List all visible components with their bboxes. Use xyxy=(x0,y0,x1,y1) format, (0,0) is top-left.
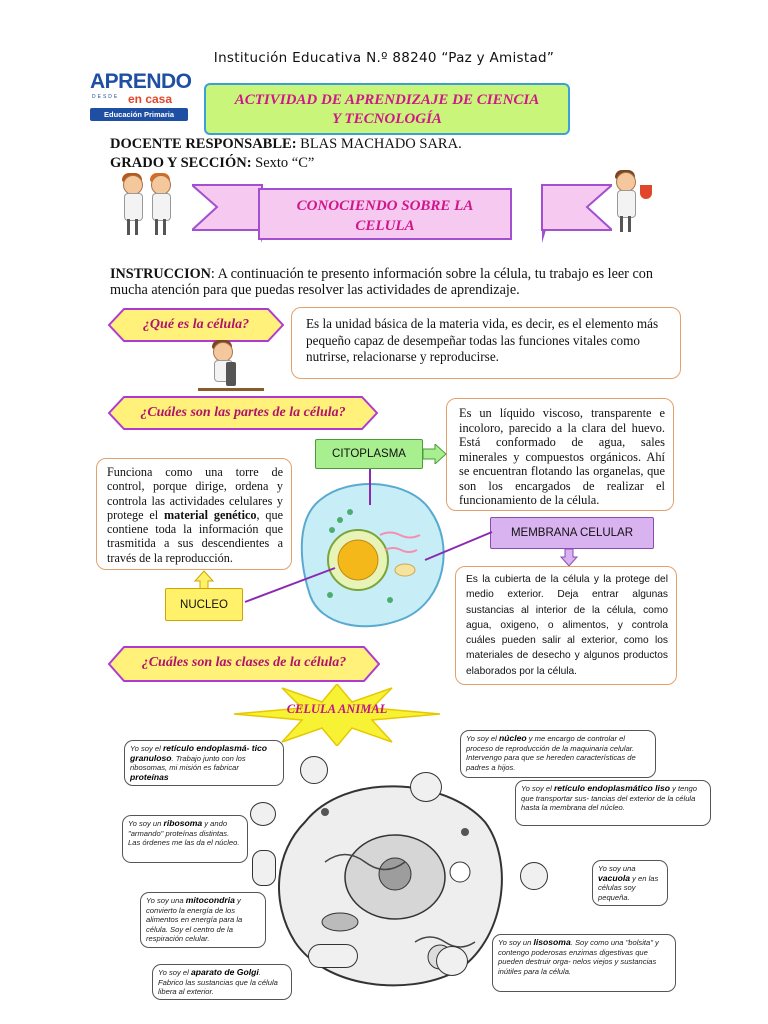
flask-icon xyxy=(640,185,652,199)
logo-subword: en casa xyxy=(128,92,173,106)
logo-bar: Educación Primaria xyxy=(90,108,188,121)
callout-golgi: Yo soy el aparato de Golgi. Fabrico las sustancias que la célula libera al exterior. xyxy=(152,964,292,1000)
nucleus-character-icon xyxy=(410,772,442,802)
arrow-down-icon xyxy=(560,549,578,567)
callout-nucleo: Yo soy el núcleo y me encargo de controlar el proceso de reproducción de la maquinaria celular. Intervengo para que se hereden características de padres a hijos. xyxy=(460,730,656,778)
vacuole-character-icon xyxy=(520,862,548,890)
teacher-line: DOCENTE RESPONSABLE: BLAS MACHADO SARA. xyxy=(110,136,462,152)
logo-word: APRENDO xyxy=(90,70,192,93)
callout-mitocondria: Yo soy una mitocondria y convierto la energía de los alimentos en energía para la célula. Soy el centro de la respiración celular. xyxy=(140,892,266,948)
lysosome-character-icon xyxy=(436,946,468,976)
membrana-label: MEMBRANA CELULAR xyxy=(490,517,654,549)
scientist-boy-illustration xyxy=(150,175,172,235)
scientist-kid-illustration xyxy=(615,172,637,232)
membrana-description: Es la cubierta de la célula y la protege del medio exterior. Deja entrar algunas sustancias al interior de la célula, como agua, oxigeno, o alimentos, y controla cuáles pueden salir al exterior, como los materiales de desecho y algunos productos elaborados por la célula. xyxy=(455,566,677,685)
desk-icon xyxy=(198,388,264,391)
scientist-girl-illustration xyxy=(122,175,144,235)
microscope-icon xyxy=(226,362,236,386)
question-cell-types: ¿Cuáles son las clases de la célula? xyxy=(108,646,380,680)
grade-line: GRADO Y SECCIÓN: Sexto “C” xyxy=(110,155,315,171)
golgi-character-icon xyxy=(308,944,358,968)
banner-title: CONOCIENDO SOBRE LA CELULA xyxy=(258,188,512,240)
aprendo-en-casa-logo: APRENDO DESDE en casa Educación Primaria xyxy=(90,70,192,119)
animal-cell-sketch xyxy=(265,752,525,1002)
arrow-up-icon xyxy=(194,570,214,590)
citoplasma-label: CITOPLASMA xyxy=(315,439,423,469)
ribosome-character-icon xyxy=(300,756,328,784)
citoplasma-description: Es un líquido viscoso, transparente e incoloro, parecido a la clara del huevo. Está conformado de agua, sales minerales y compuestos orgánicos. Ahí se encuentran flotando las organelas, que son los encargados de realizar el funcionamiento de la célula. xyxy=(446,398,674,511)
callout-lisosoma: Yo soy un lisosoma. Soy como una "bolsita" y contengo poderosas enzimas digestivas que pueden destruir orga- nelos viejos y sustancias inútiles para la célula. xyxy=(492,934,676,992)
question-what-is-cell: ¿Qué es la célula? xyxy=(108,308,284,342)
callout-rel: Yo soy el retículo endoplasmático liso y tengo que transportar sus- tancias del exterior de la célula hasta la membrana del núcleo. xyxy=(515,780,711,826)
cell-definition-box: Es la unidad básica de la materia vida, es decir, es el elemento más pequeño capaz de desempeñar todas las funciones vitales como nutrirse, relacionarse y reproducirse. xyxy=(291,307,681,379)
activity-title: ACTIVIDAD DE APRENDIZAJE DE CIENCIA Y TECNOLOGÍA xyxy=(204,83,570,135)
ribosome-small-icon xyxy=(250,802,276,826)
callout-ribosoma: Yo soy un ribosoma y ando "armando" proteínas distintas. Las órdenes me las da el núcleo. xyxy=(122,815,248,863)
school-header: Institución Educativa N.º 88240 “Paz y Amistad” xyxy=(213,50,555,66)
cell-diagram xyxy=(240,460,500,640)
instruction-text: INSTRUCCION: A continuación te presento información sobre la célula, tu trabajo es leer con mucha atención para que puedas resolver las actividades de aprendizaje. xyxy=(110,266,653,298)
nucleo-description: Funciona como una torre de control, porque dirige, ordena y controla las actividades celulares y protege el material genético, que contiene toda la información que trasmitida a sus descendientes a través de la reproducción. xyxy=(96,458,292,570)
nucleo-label: NUCLEO xyxy=(165,588,243,621)
callout-vacuola: Yo soy una vacuola y en las células soy pequeña. xyxy=(592,860,668,906)
animal-cell-title: CELULA ANIMAL xyxy=(286,702,388,716)
question-cell-parts: ¿Cuáles son las partes de la célula? xyxy=(108,396,378,430)
mitochondria-character-icon xyxy=(252,850,276,886)
callout-rer: Yo soy el retículo endoplasmá- tico granuloso. Trabajo junto con los ribosomas, mi misión es fabricar proteínas xyxy=(124,740,284,786)
